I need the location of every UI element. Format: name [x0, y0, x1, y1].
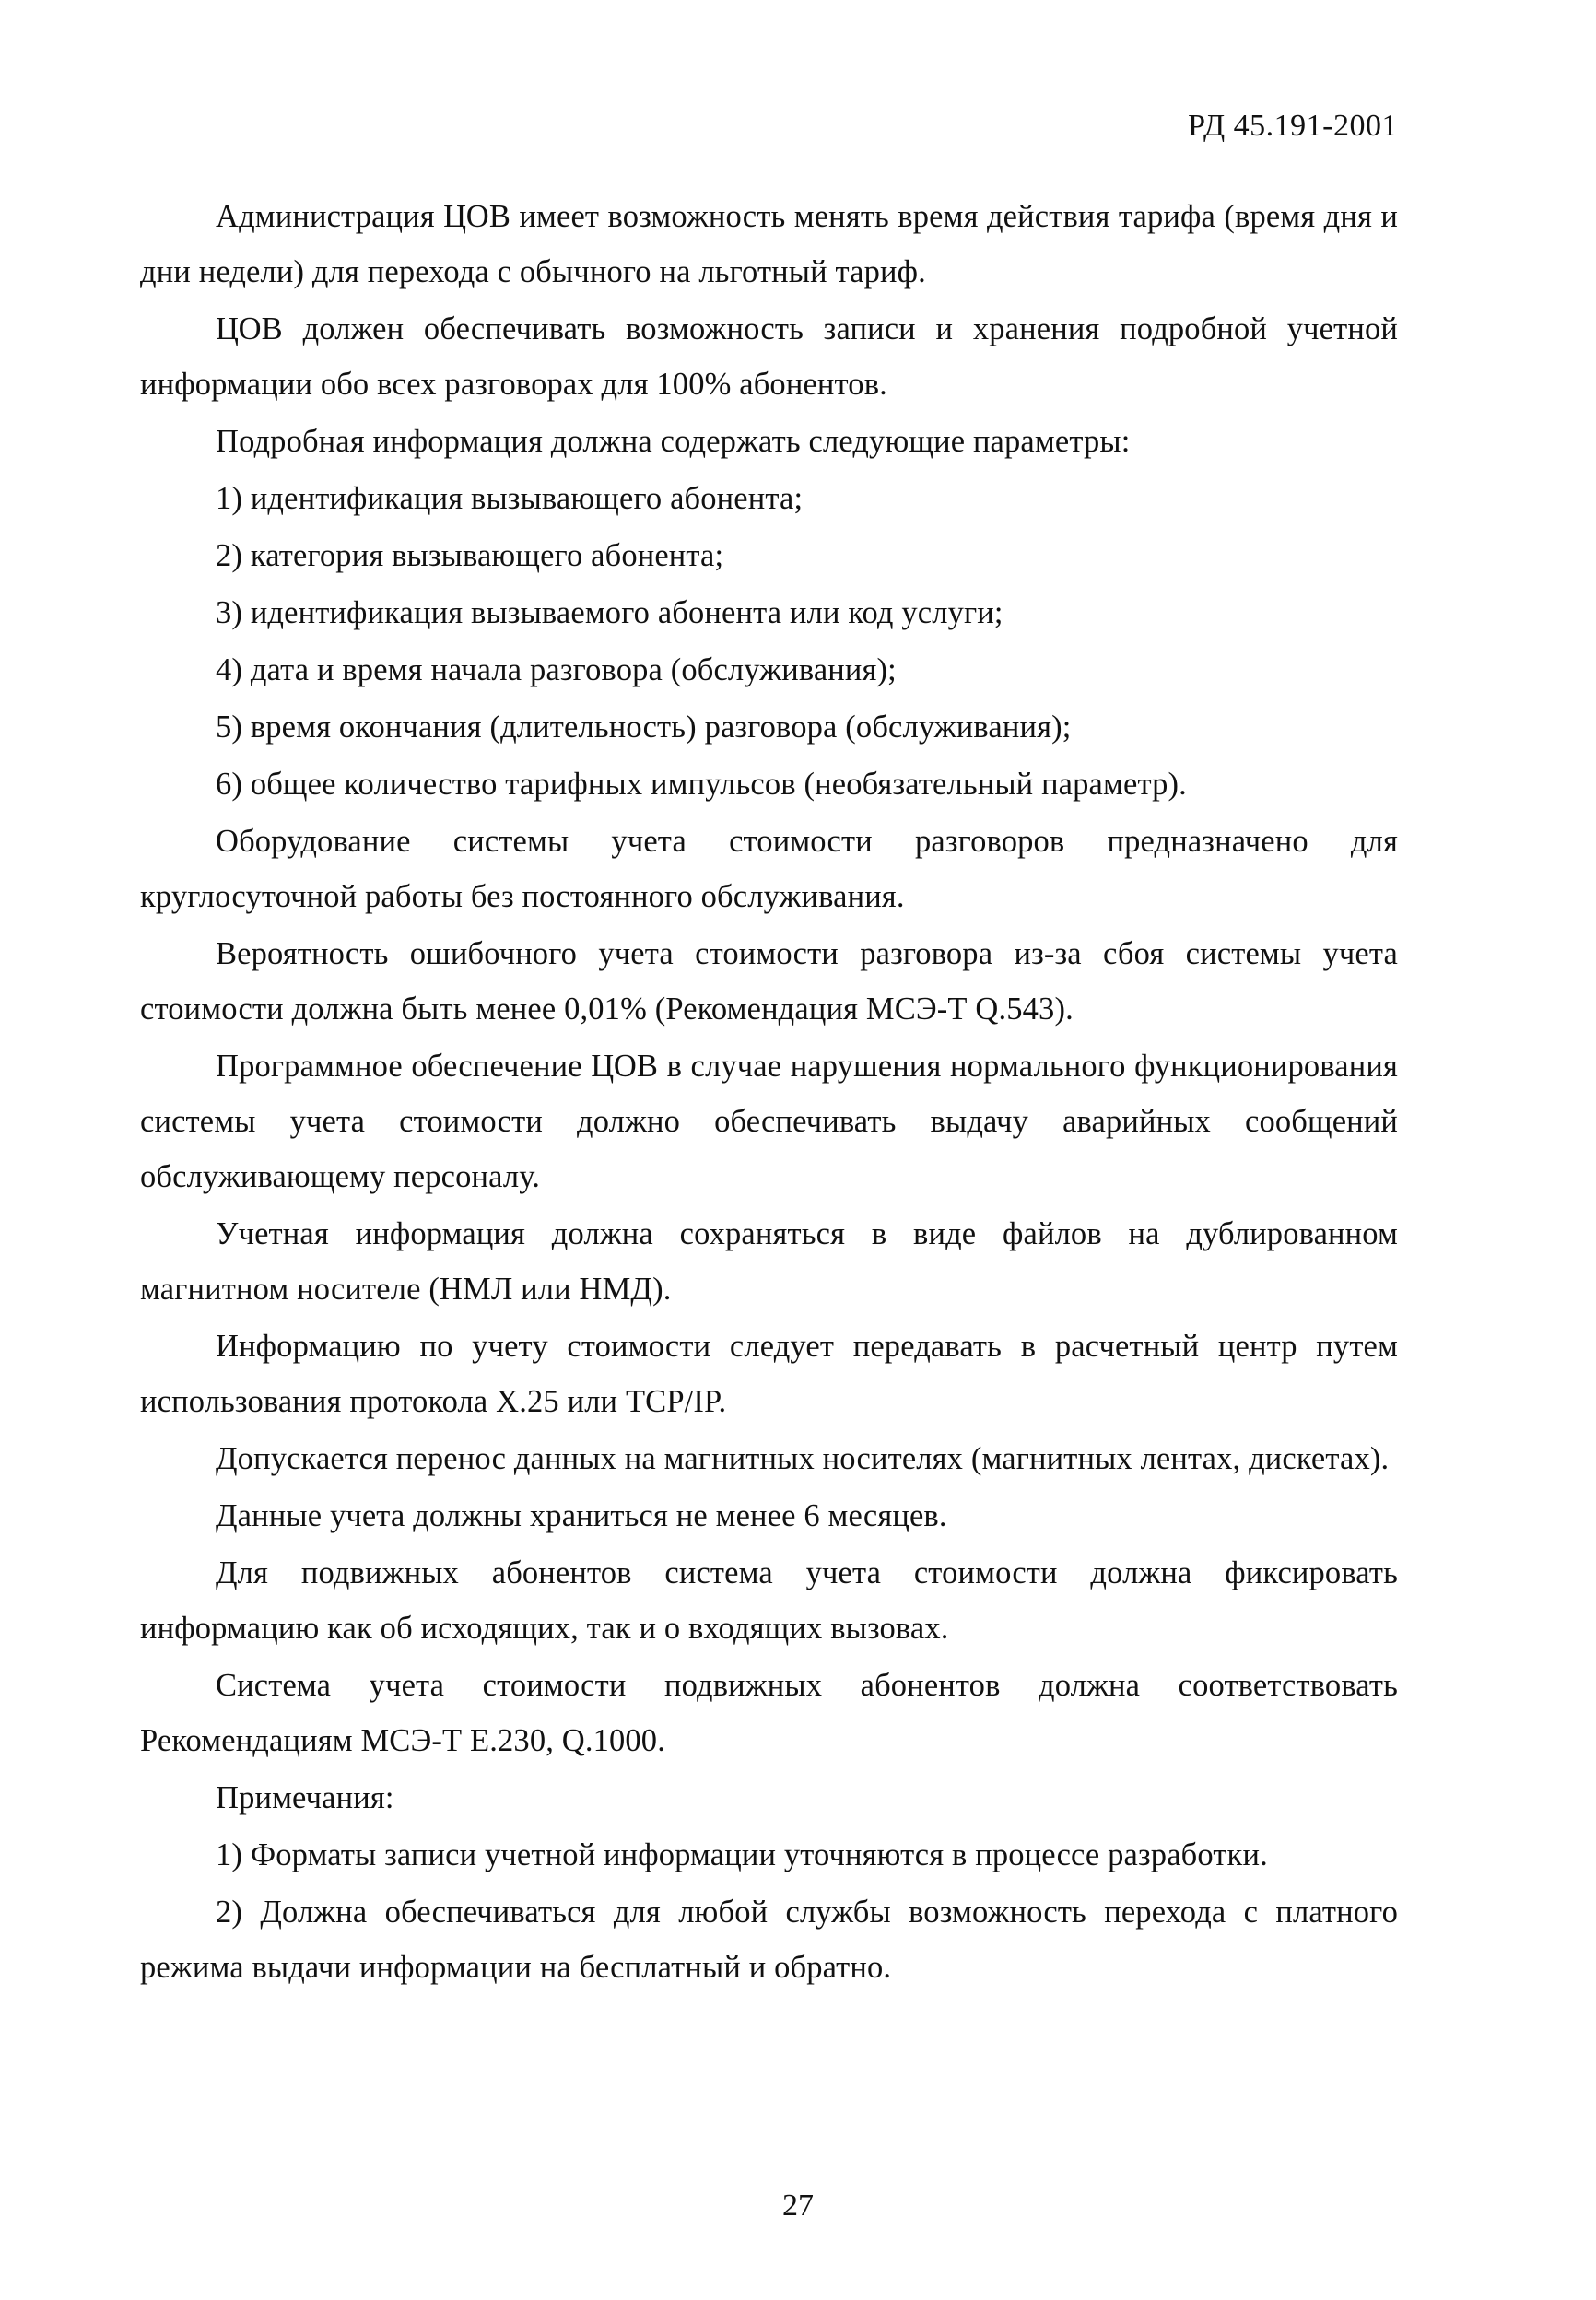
paragraph-software-alarms: Программное обеспечение ЦОВ в случае нарушения нормального функционирования системы учета стоимости должно обеспечивать выдачу аварийных сообщений обслуживающему персоналу. — [140, 1049, 1398, 1194]
paragraph-recommendations: Система учета стоимости подвижных абонентов должна соответствовать Рекомендациям МСЭ-Т Е.230, Q.1000. — [140, 1668, 1398, 1758]
paragraph-file-storage: Учетная информация должна сохраняться в виде файлов на дублированном магнитном носителе (НМЛ или НМД). — [140, 1216, 1398, 1307]
list-item-2: 2) категория вызывающего абонента; — [216, 538, 724, 573]
paragraph-retention: Данные учета должны храниться не менее 6 месяцев. — [216, 1498, 947, 1533]
page-number: 27 — [782, 2189, 814, 2223]
paragraph-parameters-intro: Подробная информация должна содержать следующие параметры: — [216, 424, 1131, 459]
list-item-4: 4) дата и время начала разговора (обслуживания); — [216, 652, 897, 687]
notes-heading: Примечания: — [216, 1780, 394, 1815]
note-item-2: 2) Должна обеспечиваться для любой службы возможность перехода с платного режима выдачи информации на бесплатный и обратно. — [140, 1895, 1398, 1985]
paragraph-magnetic-media: Допускается перенос данных на магнитных носителях (магнитных лентах, дискетах). — [216, 1441, 1390, 1476]
paragraph-record-storage: ЦОВ должен обеспечивать возможность записи и хранения подробной учетной информации обо всех разговорах для 100% абонентов. — [140, 311, 1398, 402]
paragraph-error-probability: Вероятность ошибочного учета стоимости разговора из-за сбоя системы учета стоимости должна быть менее 0,01% (Рекомендация МСЭ-Т Q.543). — [140, 936, 1398, 1027]
paragraph-transfer-protocol: Информацию по учету стоимости следует передавать в расчетный центр путем использования протокола X.25 или TCP/IP. — [140, 1329, 1398, 1419]
list-item-1: 1) идентификация вызывающего абонента; — [216, 481, 804, 516]
list-item-5: 5) время окончания (длительность) разговора (обслуживания); — [216, 710, 1072, 745]
paragraph-mobile-subscribers: Для подвижных абонентов система учета стоимости должна фиксировать информацию как об исходящих, так и о входящих вызовах. — [140, 1555, 1398, 1646]
paragraph-equipment: Оборудование системы учета стоимости разговоров предназначено для круглосуточной работы без постоянного обслуживания. — [140, 824, 1398, 914]
document-code: РД 45.191-2001 — [1188, 109, 1398, 143]
paragraph-tariff-change: Администрация ЦОВ имеет возможность менять время действия тарифа (время дня и дни недели) для перехода с обычного на льготный тариф. — [140, 199, 1398, 289]
note-item-1: 1) Форматы записи учетной информации уточняются в процессе разработки. — [216, 1837, 1268, 1872]
list-item-3: 3) идентификация вызываемого абонента или код услуги; — [216, 595, 1003, 630]
document-body — [140, 189, 1398, 1997]
list-item-6: 6) общее количество тарифных импульсов (необязательный параметр). — [216, 767, 1187, 802]
